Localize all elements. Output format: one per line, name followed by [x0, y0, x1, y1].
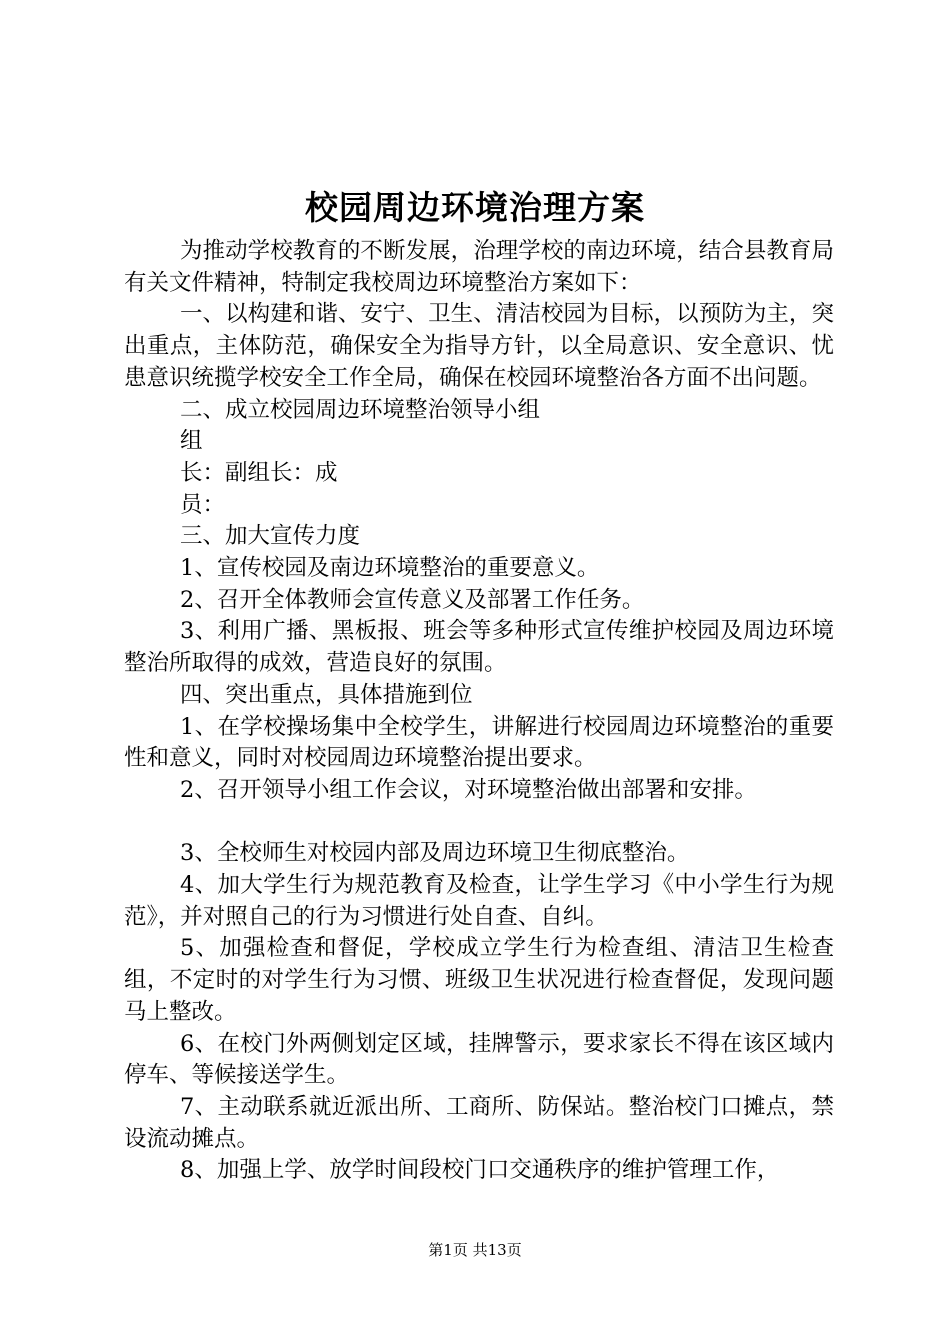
- paragraph-item: 3、利用广播、黑板报、班会等多种形式宣传维护校园及周边环境整治所取得的成效，营造良好的氛围。: [124, 618, 834, 677]
- paragraph-item: 6、在校门外两侧划定区域，挂牌警示，要求家长不得在该区域内停车、等候接送学生。: [124, 1030, 834, 1089]
- paragraph-item: 7、主动联系就近派出所、工商所、防保站。整治校门口摊点，禁设流动摊点。: [124, 1093, 834, 1152]
- paragraph-group-vice: 长：副组长：成: [180, 459, 338, 486]
- paragraph-item: 1、宣传校园及南边环境整治的重要意义。: [180, 555, 600, 582]
- paragraph-item: 4、加大学生行为规范教育及检查，让学生学习《中小学生行为规范》，并对照自己的行为习惯进行处自查、自纠。: [124, 872, 834, 930]
- paragraph-item: 5、加强检查和督促，学校成立学生行为检查组、清洁卫生检查组，不定时的对学生行为习惯、班级卫生状况进行检查督促，发现问题马上整改。: [124, 935, 834, 1025]
- blank-line: [124, 807, 834, 839]
- paragraph-intro: 为推动学校教育的不断发展，治理学校的南边环境，结合县教育局有关文件精神，特制定我校周边环境整治方案如下：: [124, 238, 834, 296]
- paragraph-item: 1、在学校操场集中全校学生，讲解进行校园周边环境整治的重要性和意义，同时对校园周边环境整治提出要求。: [124, 713, 834, 772]
- paragraph-section-1: 一、以构建和谐、安宁、卫生、清洁校园为目标，以预防为主，突出重点，主体防范，确保安全为指导方针，以全局意识、安全意识、忧患意识统揽学校安全工作全局，确保在校园环境整治各方面不出问题。: [124, 301, 834, 391]
- paragraph-item: 2、召开全体教师会宣传意义及部署工作任务。: [180, 586, 645, 613]
- paragraph-section-2: 二、成立校园周边环境整治领导小组: [180, 396, 541, 423]
- paragraph-group-leader: 组: [180, 428, 203, 455]
- page-footer: 第1页 共13页: [428, 1241, 522, 1259]
- paragraph-group-member: 员：: [180, 491, 226, 518]
- document-title: 校园周边环境治理方案: [305, 188, 645, 227]
- paragraph-item: 3、全校师生对校园内部及周边环境卫生彻底整治。: [180, 840, 690, 867]
- document-body: [124, 236, 834, 1187]
- paragraph-item: 2、召开领导小组工作会议，对环境整治做出部署和安排。: [180, 776, 757, 803]
- paragraph-item: 8、加强上学、放学时间段校门口交通秩序的维护管理工作，: [180, 1157, 780, 1184]
- paragraph-section-3: 三、加大宣传力度: [180, 523, 361, 550]
- paragraph-section-4: 四、突出重点，具体措施到位: [180, 681, 473, 708]
